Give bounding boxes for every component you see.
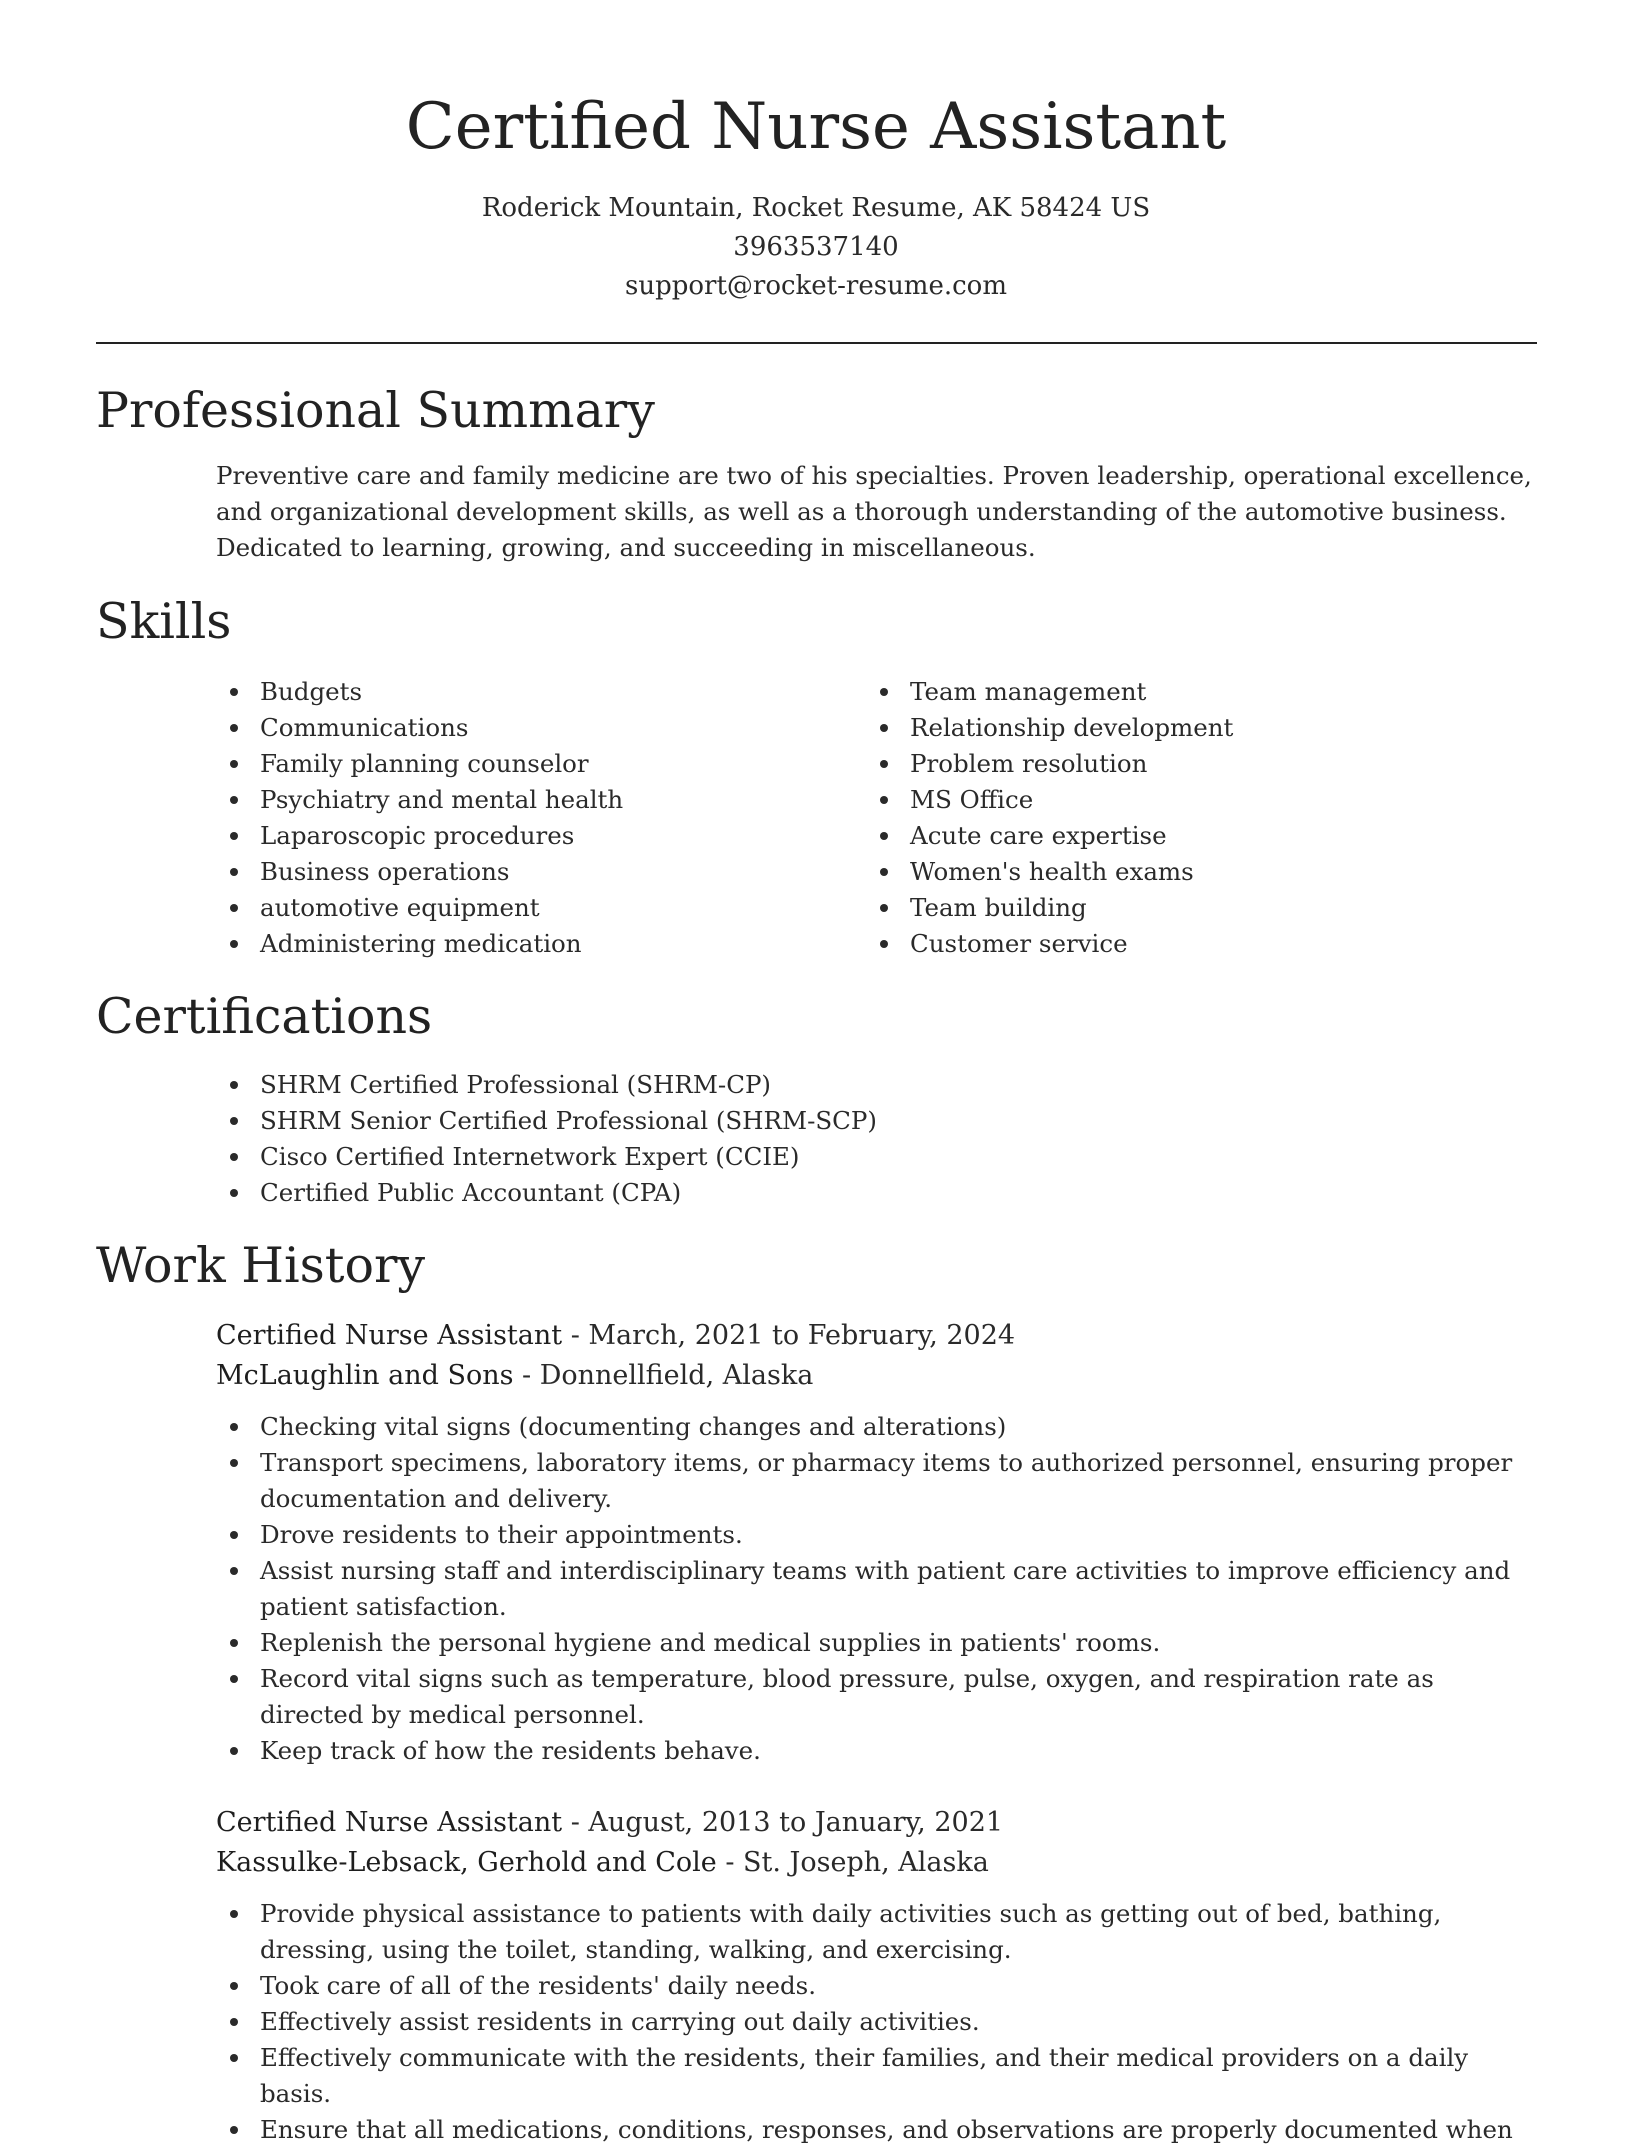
certification-item: Certified Public Accountant (CPA) (216, 1175, 1538, 1211)
skill-item: Team building (866, 890, 1506, 926)
job-duty-item: Drove residents to their appointments. (216, 1517, 1538, 1553)
work-history-heading: Work History (96, 1237, 426, 1294)
job-duty-item: Ensure that all medications, conditions, responses, and observations are properly documented when (216, 2112, 1538, 2148)
skill-item: Family planning counselor (216, 746, 856, 782)
header-divider (96, 342, 1537, 344)
job-company-line (216, 1356, 813, 1396)
skills-list-left (216, 674, 856, 962)
job-duty-item: Replenish the personal hygiene and medical supplies in patients' rooms. (216, 1625, 1538, 1661)
job-company: Kassulke-Lebsack, Gerhold and Cole (216, 1847, 717, 1878)
skill-item: Relationship development (866, 710, 1506, 746)
job-title: Certified Nurse Assistant (216, 1807, 563, 1838)
job-duty-item: Provide physical assistance to patients with daily activities such as getting out of bed, bathing, dressing, using the toilet, standing, walking, and exercising. (216, 1896, 1538, 1968)
job-dates: - March, 2021 to February, 2024 (562, 1320, 1016, 1351)
skill-item: Laparoscopic procedures (216, 818, 856, 854)
skill-item: MS Office (866, 782, 1506, 818)
skill-item: Women's health exams (866, 854, 1506, 890)
job-duty-item: Effectively communicate with the residents, their families, and their medical providers on a daily basis. (216, 2040, 1538, 2112)
skill-item: Acute care expertise (866, 818, 1506, 854)
job-duty-item: Assist nursing staff and interdisciplinary teams with patient care activities to improve efficiency and patient satisfaction. (216, 1553, 1538, 1625)
job-duty-item: Keep track of how the residents behave. (216, 1733, 1538, 1769)
skill-item: Budgets (216, 674, 856, 710)
job-duty-item: Record vital signs such as temperature, blood pressure, pulse, oxygen, and respiration rate as directed by medical personnel. (216, 1661, 1538, 1733)
job-title: Certified Nurse Assistant (216, 1320, 563, 1351)
job-company-line (216, 1843, 989, 1883)
job-company: McLaughlin and Sons (216, 1360, 514, 1391)
job-location: - St. Joseph, Alaska (716, 1847, 989, 1878)
skills-heading: Skills (96, 593, 232, 650)
skill-item: Psychiatry and mental health (216, 782, 856, 818)
job-location: - Donnellfield, Alaska (513, 1360, 814, 1391)
job-duty-item: Checking vital signs (documenting changes and alterations) (216, 1409, 1538, 1445)
skills-list-right (866, 674, 1506, 962)
job-duty-item: Took care of all of the residents' daily needs. (216, 1968, 1538, 2004)
certifications-heading: Certifications (96, 988, 433, 1045)
contact-email: support@rocket-resume.com (624, 271, 1007, 301)
job-dates: - August, 2013 to January, 2021 (562, 1807, 1004, 1838)
certification-item: SHRM Senior Certified Professional (SHRM-SCP) (216, 1103, 1538, 1139)
skill-item: Customer service (866, 926, 1506, 962)
skill-item: Communications (216, 710, 856, 746)
skill-item: automotive equipment (216, 890, 856, 926)
skill-item: Business operations (216, 854, 856, 890)
certifications-list (216, 1067, 1538, 1211)
skill-item: Team management (866, 674, 1506, 710)
skill-item: Problem resolution (866, 746, 1506, 782)
summary-text: Preventive care and family medicine are two of his specialties. Proven leadership, operational excellence, and organizational development skills, as well as a thorough understanding of the automotive business. Dedicated to learning, growing, and succeeding in miscellaneous. (216, 461, 1532, 562)
contact-phone: 3963537140 (733, 232, 899, 262)
job-title-line (216, 1316, 1015, 1356)
certification-item: Cisco Certified Internetwork Expert (CCIE) (216, 1139, 1538, 1175)
job-duty-item: Effectively assist residents in carrying out daily activities. (216, 2004, 1538, 2040)
contact-info (0, 189, 1632, 306)
job-duty-item: Transport specimens, laboratory items, or pharmacy items to authorized personnel, ensuring proper documentation and delivery. (216, 1445, 1538, 1517)
contact-address: Roderick Mountain, Rocket Resume, AK 58424 US (481, 193, 1151, 223)
job-duties-list (216, 1896, 1538, 2148)
resume-title: Certified Nurse Assistant (405, 90, 1227, 164)
certification-item: SHRM Certified Professional (SHRM-CP) (216, 1067, 1538, 1103)
skill-item: Administering medication (216, 926, 856, 962)
job-title-line (216, 1803, 1003, 1843)
job-duties-list (216, 1409, 1538, 1769)
summary-heading: Professional Summary (96, 382, 655, 439)
